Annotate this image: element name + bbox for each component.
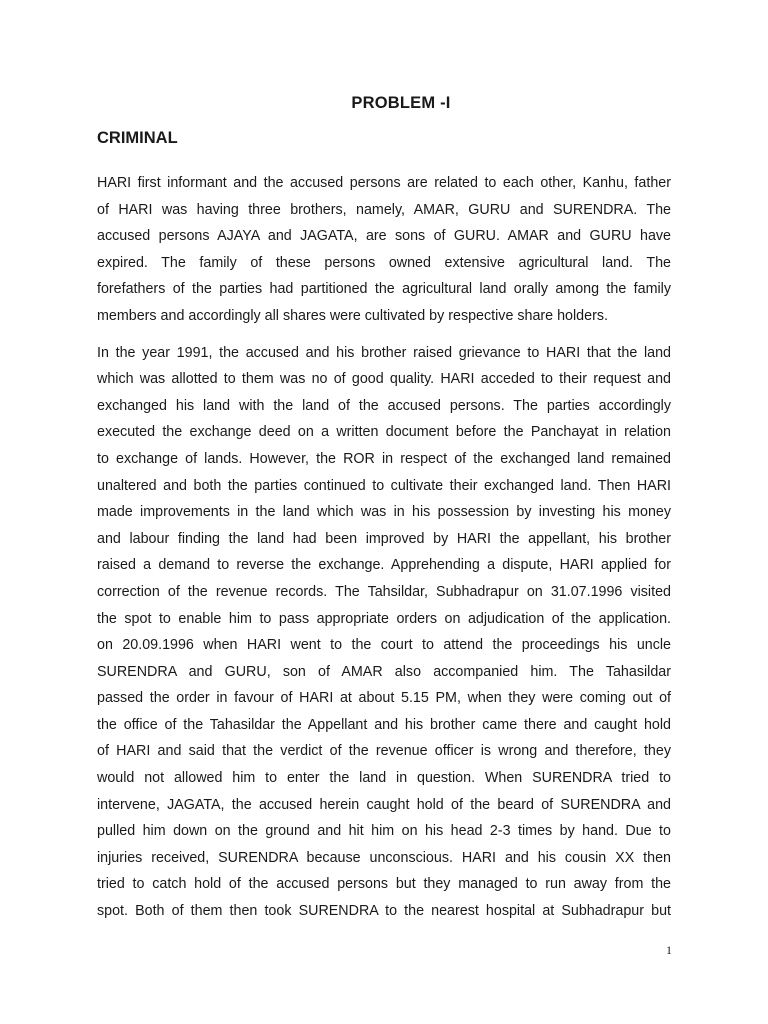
text-line: would not allowed him to enter the land in question. When SURENDRA tried to	[97, 770, 671, 787]
text-line: made improvements in the land which was in his possession by investing his money	[97, 504, 671, 521]
document-body	[97, 170, 671, 925]
text-line: tried to catch hold of the accused persons but they managed to run away from the	[97, 876, 671, 893]
page-number: 1	[666, 943, 672, 957]
text-line: raised a demand to reverse the exchange. Apprehending a dispute, HARI applied for	[97, 557, 671, 574]
text-line: HARI first informant and the accused persons are related to each other, Kanhu, father	[97, 175, 671, 191]
text-line: intervene, JAGATA, the accused herein caught hold of the beard of SURENDRA and	[97, 796, 671, 813]
text-line: of HARI was having three brothers, namely, AMAR, GURU and SURENDRA. The	[97, 201, 671, 218]
text-line: unaltered and both the parties continued to cultivate their exchanged land. Then HARI	[97, 477, 671, 494]
text-line: correction of the revenue records. The Tahsildar, Subhadrapur on 31.07.1996 visited	[97, 583, 671, 600]
text-line: of HARI and said that the verdict of the revenue officer is wrong and therefore, they	[97, 743, 671, 760]
text-line: pulled him down on the ground and hit him on his head 2-3 times by hand. Due to	[97, 823, 671, 840]
text-line: injuries received, SURENDRA because unconscious. HARI and his cousin XX then	[97, 849, 671, 866]
text-line: accused persons AJAYA and JAGATA, are sons of GURU. AMAR and GURU have	[97, 228, 671, 245]
text-line: and labour finding the land had been improved by HARI the appellant, his brother	[97, 530, 671, 547]
text-line: spot. Both of them then took SURENDRA to the nearest hospital at Subhadrapur but	[97, 903, 671, 920]
text-line: on 20.09.1996 when HARI went to the court to attend the proceedings his uncle	[97, 637, 671, 654]
text-line: SURENDRA and GURU, son of AMAR also accompanied him. The Tahasildar	[97, 663, 671, 680]
paragraph-1	[97, 170, 671, 330]
text-line: the spot to enable him to pass appropriate orders on adjudication of the application.	[97, 610, 671, 627]
section-heading: CRIMINAL	[97, 129, 178, 147]
text-line: passed the order in favour of HARI at about 5.15 PM, when they were coming out of	[97, 690, 671, 707]
text-line: exchanged his land with the land of the accused persons. The parties accordingly	[97, 397, 671, 414]
text-line: the office of the Tahasildar the Appellant and his brother came there and caught hold	[97, 716, 671, 733]
text-line: In the year 1991, the accused and his brother raised grievance to HARI that the land	[97, 344, 671, 361]
text-line: forefathers of the parties had partitioned the agricultural land orally among the family	[97, 281, 671, 298]
text-line: executed the exchange deed on a written document before the Panchayat in relation	[97, 424, 671, 441]
document-title: PROBLEM -I	[351, 94, 451, 112]
paragraph-2	[97, 340, 671, 925]
text-line: members and accordingly all shares were cultivated by respective share holders.	[97, 307, 608, 324]
text-line: which was allotted to them was no of good quality. HARI acceded to their request and	[97, 371, 671, 388]
text-line: expired. The family of these persons owned extensive agricultural land. The	[97, 254, 671, 271]
text-line: to exchange of lands. However, the ROR in respect of the exchanged land remained	[97, 450, 671, 467]
